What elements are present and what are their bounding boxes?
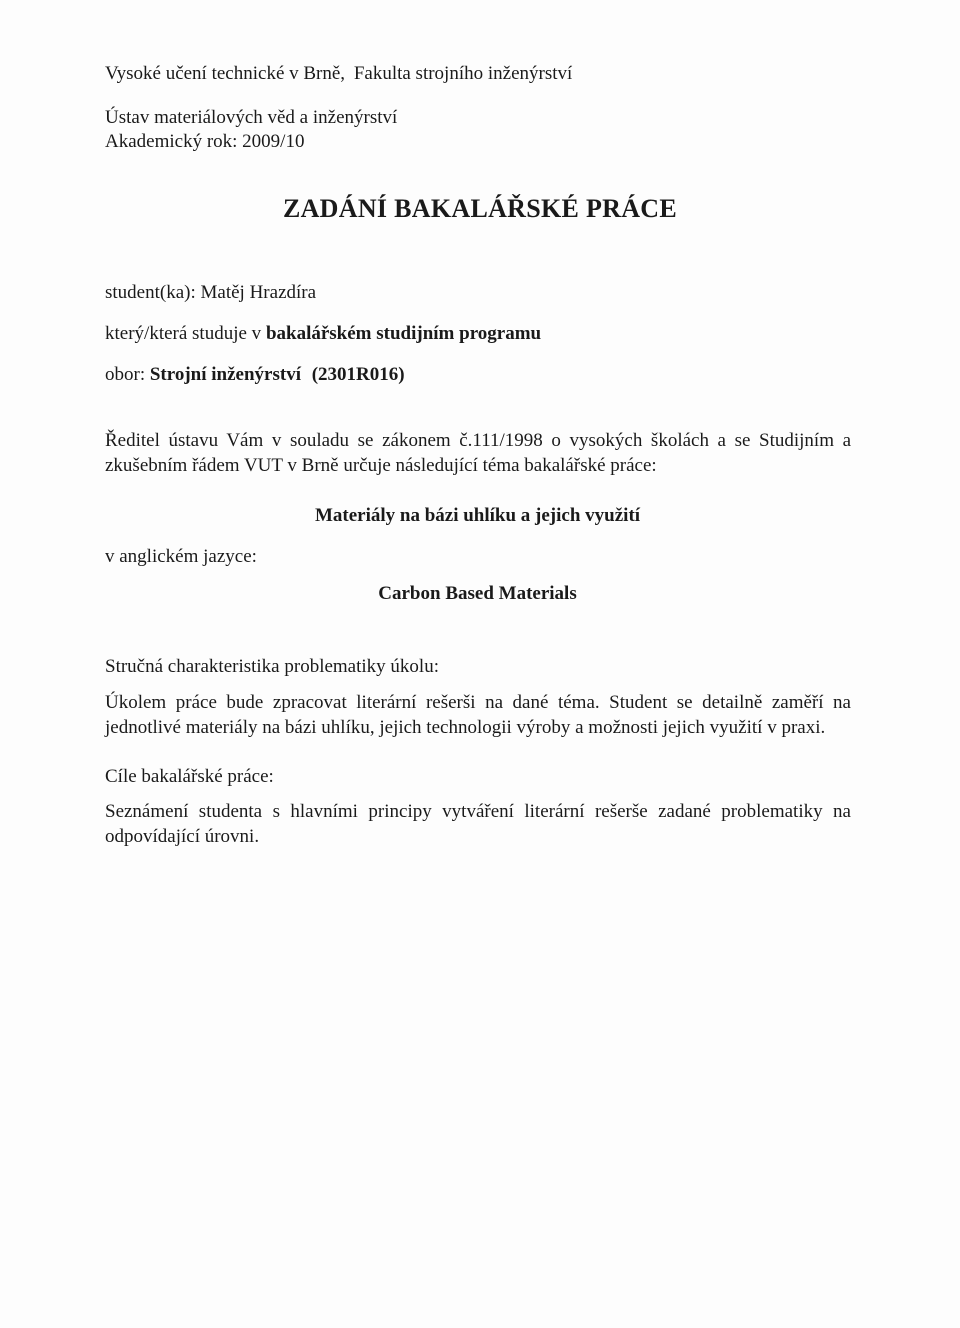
topic-czech: Materiály na bázi uhlíku a jejich využití [314, 505, 641, 526]
university-name: Vysoké učení technické v Brně, [105, 63, 346, 84]
academic-year: Akademický rok: 2009/10 [105, 131, 305, 152]
program-prefix: který/která studuje v [105, 323, 262, 344]
field-name: Strojní inženýrství [149, 364, 301, 385]
topic-english: Carbon Based Materials [378, 583, 577, 604]
field-label: obor: [105, 364, 146, 385]
characteristics-text: Úkolem práce bude zpracovat literární rešerši na dané téma. Student se detailně zaměří na jednotlivé materiály na bázi uhlíku, jejich technologii výroby a možnosti jejich využití v praxi. [105, 692, 851, 738]
institute-name: Ústav materiálových věd a inženýrství [105, 107, 398, 128]
goals-heading: Cíle bakalářské práce: [105, 766, 274, 787]
directive-paragraph: Ředitel ústavu Vám v souladu se zákonem č.111/1998 o vysokých školách a se Studijním a zkušebním řádem VUT v Brně určuje následující téma bakalářské práce: [105, 430, 851, 476]
university-header [105, 62, 572, 86]
field-code: (2301R016) [311, 364, 405, 385]
program-line [105, 322, 541, 346]
student-name: Matěj Hrazdíra [200, 282, 317, 303]
faculty-name: Fakulta strojního inženýrství [353, 63, 573, 84]
goals-text: Seznámení studenta s hlavními principy vytváření literární rešerše zadané problematiky na odpovídající úrovni. [105, 801, 851, 847]
field-line [105, 363, 405, 387]
document-title: ZADÁNÍ BAKALÁŘSKÉ PRÁCE [282, 194, 678, 223]
english-label: v anglickém jazyce: [105, 546, 257, 567]
characteristics-heading: Stručná charakteristika problematiky úkolu: [105, 656, 439, 677]
student-label: student(ka): [105, 282, 196, 303]
student-line [105, 281, 316, 305]
program-name: bakalářském studijním programu [265, 323, 542, 344]
